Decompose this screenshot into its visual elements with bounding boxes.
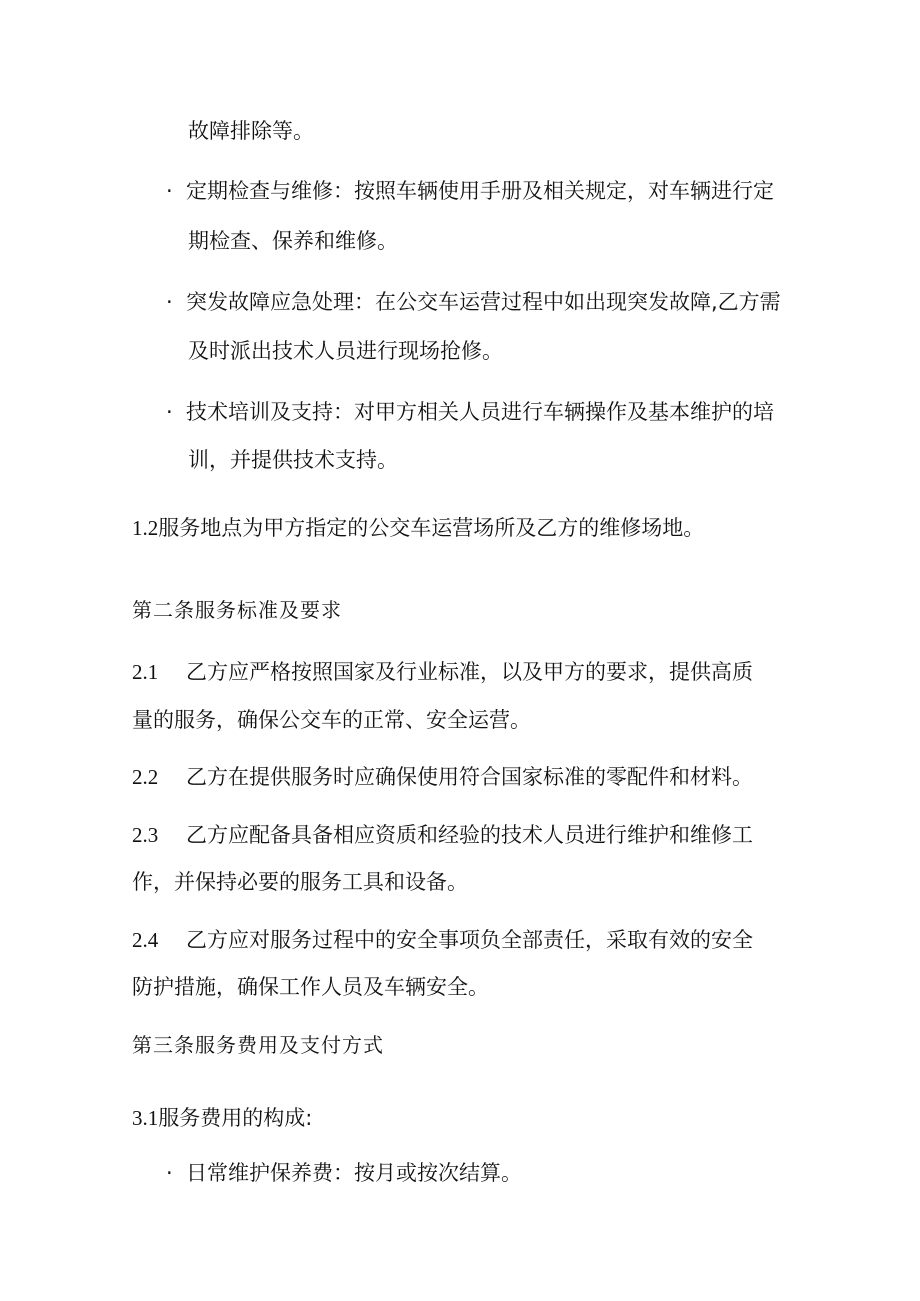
- clause-text: 服务地点为甲方指定的公交车运营场所及乙方的维修场地。: [158, 516, 705, 540]
- bullet-marker: ·: [166, 400, 173, 424]
- bullet-marker: ·: [166, 290, 173, 314]
- clause-number: 2.1: [132, 660, 159, 684]
- bullet-item-line: 技术培训及支持：对甲方相关人员进行车辆操作及基本维护的培: [186, 400, 774, 424]
- clause-text: 乙方应配备具备相应资质和经验的技术人员进行维护和维修工: [186, 823, 753, 847]
- clause-text: 服务费用的构成:: [158, 1106, 313, 1130]
- bullet-item-line: 期检查、保养和维修。: [188, 229, 398, 253]
- bullet-item-line: 及时派出技术人员进行现场抢修。: [188, 339, 503, 363]
- bullet-marker: ·: [166, 179, 173, 203]
- clause-number: 3.1: [132, 1106, 159, 1130]
- clause-number: 2.4: [132, 928, 159, 952]
- clause-text-continuation: 作，并保持必要的服务工具和设备。: [132, 870, 468, 894]
- article-2-heading: 第二条服务标准及要求: [132, 598, 342, 622]
- bullet-marker: ·: [166, 1161, 173, 1185]
- bullet-item-line: 日常维护保养费：按月或按次结算。: [186, 1161, 522, 1185]
- bullet-item-line: 训，并提供技术支持。: [188, 448, 398, 472]
- article-3-heading: 第三条服务费用及支付方式: [132, 1033, 384, 1057]
- clause-number: 2.3: [132, 823, 159, 847]
- bullet-item-line: 突发故障应急处理：在公交车运营过程中如出现突发故障,乙方需: [186, 290, 781, 314]
- clause-1-2: [132, 513, 704, 543]
- clause-3-1: [132, 1103, 312, 1133]
- clause-text: 乙方应对服务过程中的安全事项负全部责任，采取有效的安全: [186, 928, 753, 952]
- clause-number: 2.2: [132, 765, 159, 789]
- clause-text-continuation: 量的服务，确保公交车的正常、安全运营。: [132, 708, 531, 732]
- clause-number: 1.2: [132, 516, 159, 540]
- clause-text: 乙方在提供服务时应确保使用符合国家标准的零配件和材料。: [186, 765, 753, 789]
- continuation-text: 故障排除等。: [188, 119, 314, 143]
- clause-text-continuation: 防护措施，确保工作人员及车辆安全。: [132, 975, 489, 999]
- clause-text: 乙方应严格按照国家及行业标准，以及甲方的要求，提供高质: [186, 660, 753, 684]
- bullet-item-line: 定期检查与维修：按照车辆使用手册及相关规定，对车辆进行定: [186, 179, 774, 203]
